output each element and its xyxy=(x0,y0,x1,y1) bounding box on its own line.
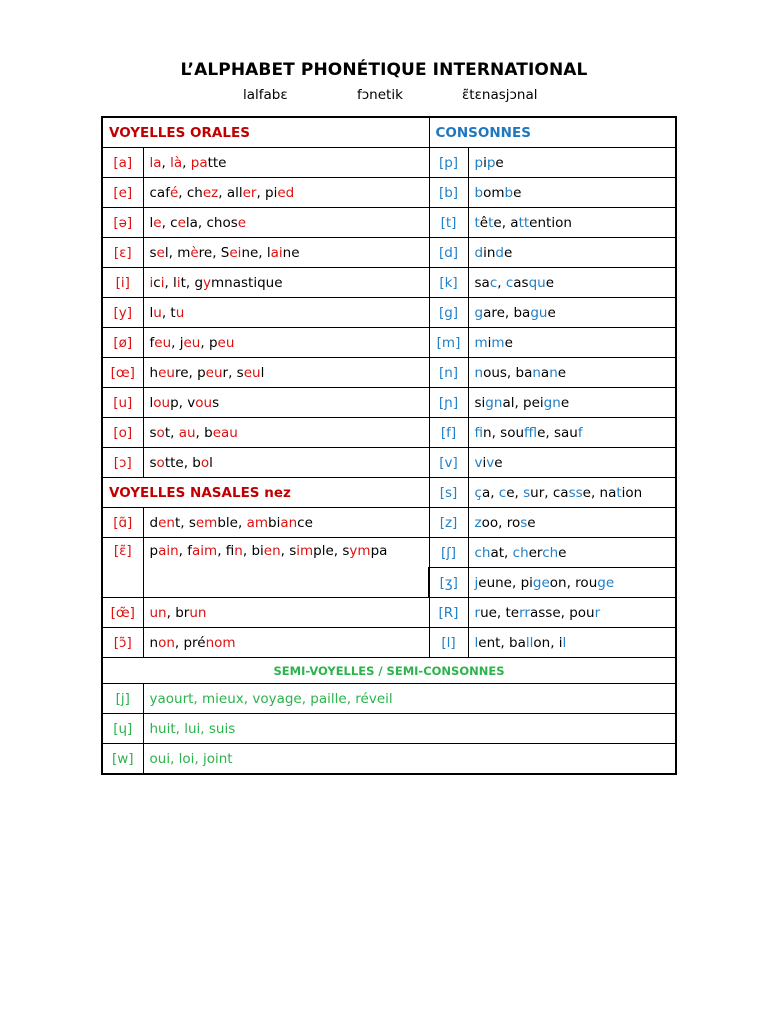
consonant-example: nous, banane xyxy=(468,358,676,388)
vowel-example: dent, semble, ambiance xyxy=(143,508,429,538)
consonant-example: zoo, rose xyxy=(468,508,676,538)
semi-vowel-symbol: [j] xyxy=(102,684,143,714)
oral-vowels-header: VOYELLES ORALES xyxy=(102,117,429,148)
consonant-symbol: [v] xyxy=(429,448,468,478)
table-row xyxy=(102,628,676,658)
consonant-symbol: [l] xyxy=(429,628,468,658)
consonant-symbol: [d] xyxy=(429,238,468,268)
vowel-example: sot, au, beau xyxy=(143,418,429,448)
consonant-symbol: [ʃ] xyxy=(429,538,468,568)
vowel-symbol: [ɔ̃] xyxy=(102,628,143,658)
consonant-symbol: [m] xyxy=(429,328,468,358)
table-row xyxy=(102,268,676,298)
consonant-symbol: [t] xyxy=(429,208,468,238)
table-row xyxy=(102,178,676,208)
table-row xyxy=(102,208,676,238)
vowel-example: un, brun xyxy=(143,598,429,628)
consonant-symbol: [ʒ] xyxy=(429,568,468,598)
table-row xyxy=(102,744,676,775)
consonant-example: bombe xyxy=(468,178,676,208)
table-row xyxy=(102,418,676,448)
table-row xyxy=(102,358,676,388)
phonetic-transcription-3: ɛ̃tɛnasjɔnal xyxy=(462,87,538,103)
nasal-vowels-header: VOYELLES NASALES nez xyxy=(102,478,429,508)
vowel-example: sotte, bol xyxy=(143,448,429,478)
consonant-example: dinde xyxy=(468,238,676,268)
table-row xyxy=(102,538,676,568)
consonant-example: gare, bague xyxy=(468,298,676,328)
table-row xyxy=(102,658,676,684)
semi-vowel-example: yaourt, mieux, voyage, paille, réveil xyxy=(143,684,676,714)
vowel-symbol: [u] xyxy=(102,388,143,418)
vowel-example: lu, tu xyxy=(143,298,429,328)
page-title: L’ALPHABET PHONÉTIQUE INTERNATIONAL xyxy=(180,60,588,80)
consonants-header: CONSONNES xyxy=(429,117,676,148)
vowel-symbol: [y] xyxy=(102,298,143,328)
semi-vowel-example: oui, loi, joint xyxy=(143,744,676,775)
phonetic-transcription-1: lalfabɛ xyxy=(243,87,288,103)
semi-vowels-header: SEMI-VOYELLES / SEMI-CONSONNES xyxy=(102,658,676,684)
consonant-example: lent, ballon, il xyxy=(468,628,676,658)
consonant-symbol: [z] xyxy=(429,508,468,538)
vowel-symbol: [ɛ̃] xyxy=(102,538,143,598)
semi-vowel-symbol: [ɥ] xyxy=(102,714,143,744)
vowel-symbol: [a] xyxy=(102,148,143,178)
table-row xyxy=(102,328,676,358)
vowel-example: sel, mère, Seine, laine xyxy=(143,238,429,268)
vowel-symbol: [œ̃] xyxy=(102,598,143,628)
semi-vowel-example: huit, lui, suis xyxy=(143,714,676,744)
vowel-symbol: [ø] xyxy=(102,328,143,358)
table-row xyxy=(102,478,676,508)
consonant-example: vive xyxy=(468,448,676,478)
semi-vowel-symbol: [w] xyxy=(102,744,143,775)
table-row xyxy=(102,117,676,148)
vowel-example: le, cela, chose xyxy=(143,208,429,238)
vowel-symbol: [ɑ̃] xyxy=(102,508,143,538)
consonant-example: rue, terrasse, pour xyxy=(468,598,676,628)
phonetic-transcription-2: fɔnetik xyxy=(357,87,403,103)
consonant-symbol: [p] xyxy=(429,148,468,178)
consonant-symbol: [k] xyxy=(429,268,468,298)
consonant-example: chat, cherche xyxy=(468,538,676,568)
table-row xyxy=(102,508,676,538)
table-row xyxy=(102,448,676,478)
vowel-symbol: [œ] xyxy=(102,358,143,388)
consonant-symbol: [n] xyxy=(429,358,468,388)
vowel-symbol: [i] xyxy=(102,268,143,298)
table-row xyxy=(102,298,676,328)
vowel-example: feu, jeu, peu xyxy=(143,328,429,358)
table-row xyxy=(102,598,676,628)
table-row xyxy=(102,148,676,178)
consonant-example: jeune, pigeon, rouge xyxy=(468,568,676,598)
table-row xyxy=(102,388,676,418)
consonant-symbol: [s] xyxy=(429,478,468,508)
consonant-symbol: [R] xyxy=(429,598,468,628)
vowel-example: non, prénom xyxy=(143,628,429,658)
vowel-symbol: [ɔ] xyxy=(102,448,143,478)
table-row xyxy=(102,714,676,744)
vowel-symbol: [e] xyxy=(102,178,143,208)
phonetic-table xyxy=(101,116,677,775)
table-row xyxy=(102,684,676,714)
table-row xyxy=(102,238,676,268)
vowel-example: café, chez, aller, pied xyxy=(143,178,429,208)
vowel-example: heure, peur, seul xyxy=(143,358,429,388)
consonant-symbol: [ɲ] xyxy=(429,388,468,418)
consonant-symbol: [f] xyxy=(429,418,468,448)
consonant-example: tête, attention xyxy=(468,208,676,238)
consonant-example: fin, souffle, sauf xyxy=(468,418,676,448)
consonant-example: sac, casque xyxy=(468,268,676,298)
vowel-symbol: [ɛ] xyxy=(102,238,143,268)
vowel-symbol: [ə] xyxy=(102,208,143,238)
vowel-symbol: [o] xyxy=(102,418,143,448)
vowel-example: ici, lit, gymnastique xyxy=(143,268,429,298)
vowel-example: pain, faim, fin, bien, simple, sympa xyxy=(143,538,429,598)
vowel-example: la, là, patte xyxy=(143,148,429,178)
vowel-example: loup, vous xyxy=(143,388,429,418)
consonant-symbol: [g] xyxy=(429,298,468,328)
consonant-example: pipe xyxy=(468,148,676,178)
consonant-example: ça, ce, sur, casse, nation xyxy=(468,478,676,508)
consonant-example: signal, peigne xyxy=(468,388,676,418)
consonant-example: mime xyxy=(468,328,676,358)
consonant-symbol: [b] xyxy=(429,178,468,208)
